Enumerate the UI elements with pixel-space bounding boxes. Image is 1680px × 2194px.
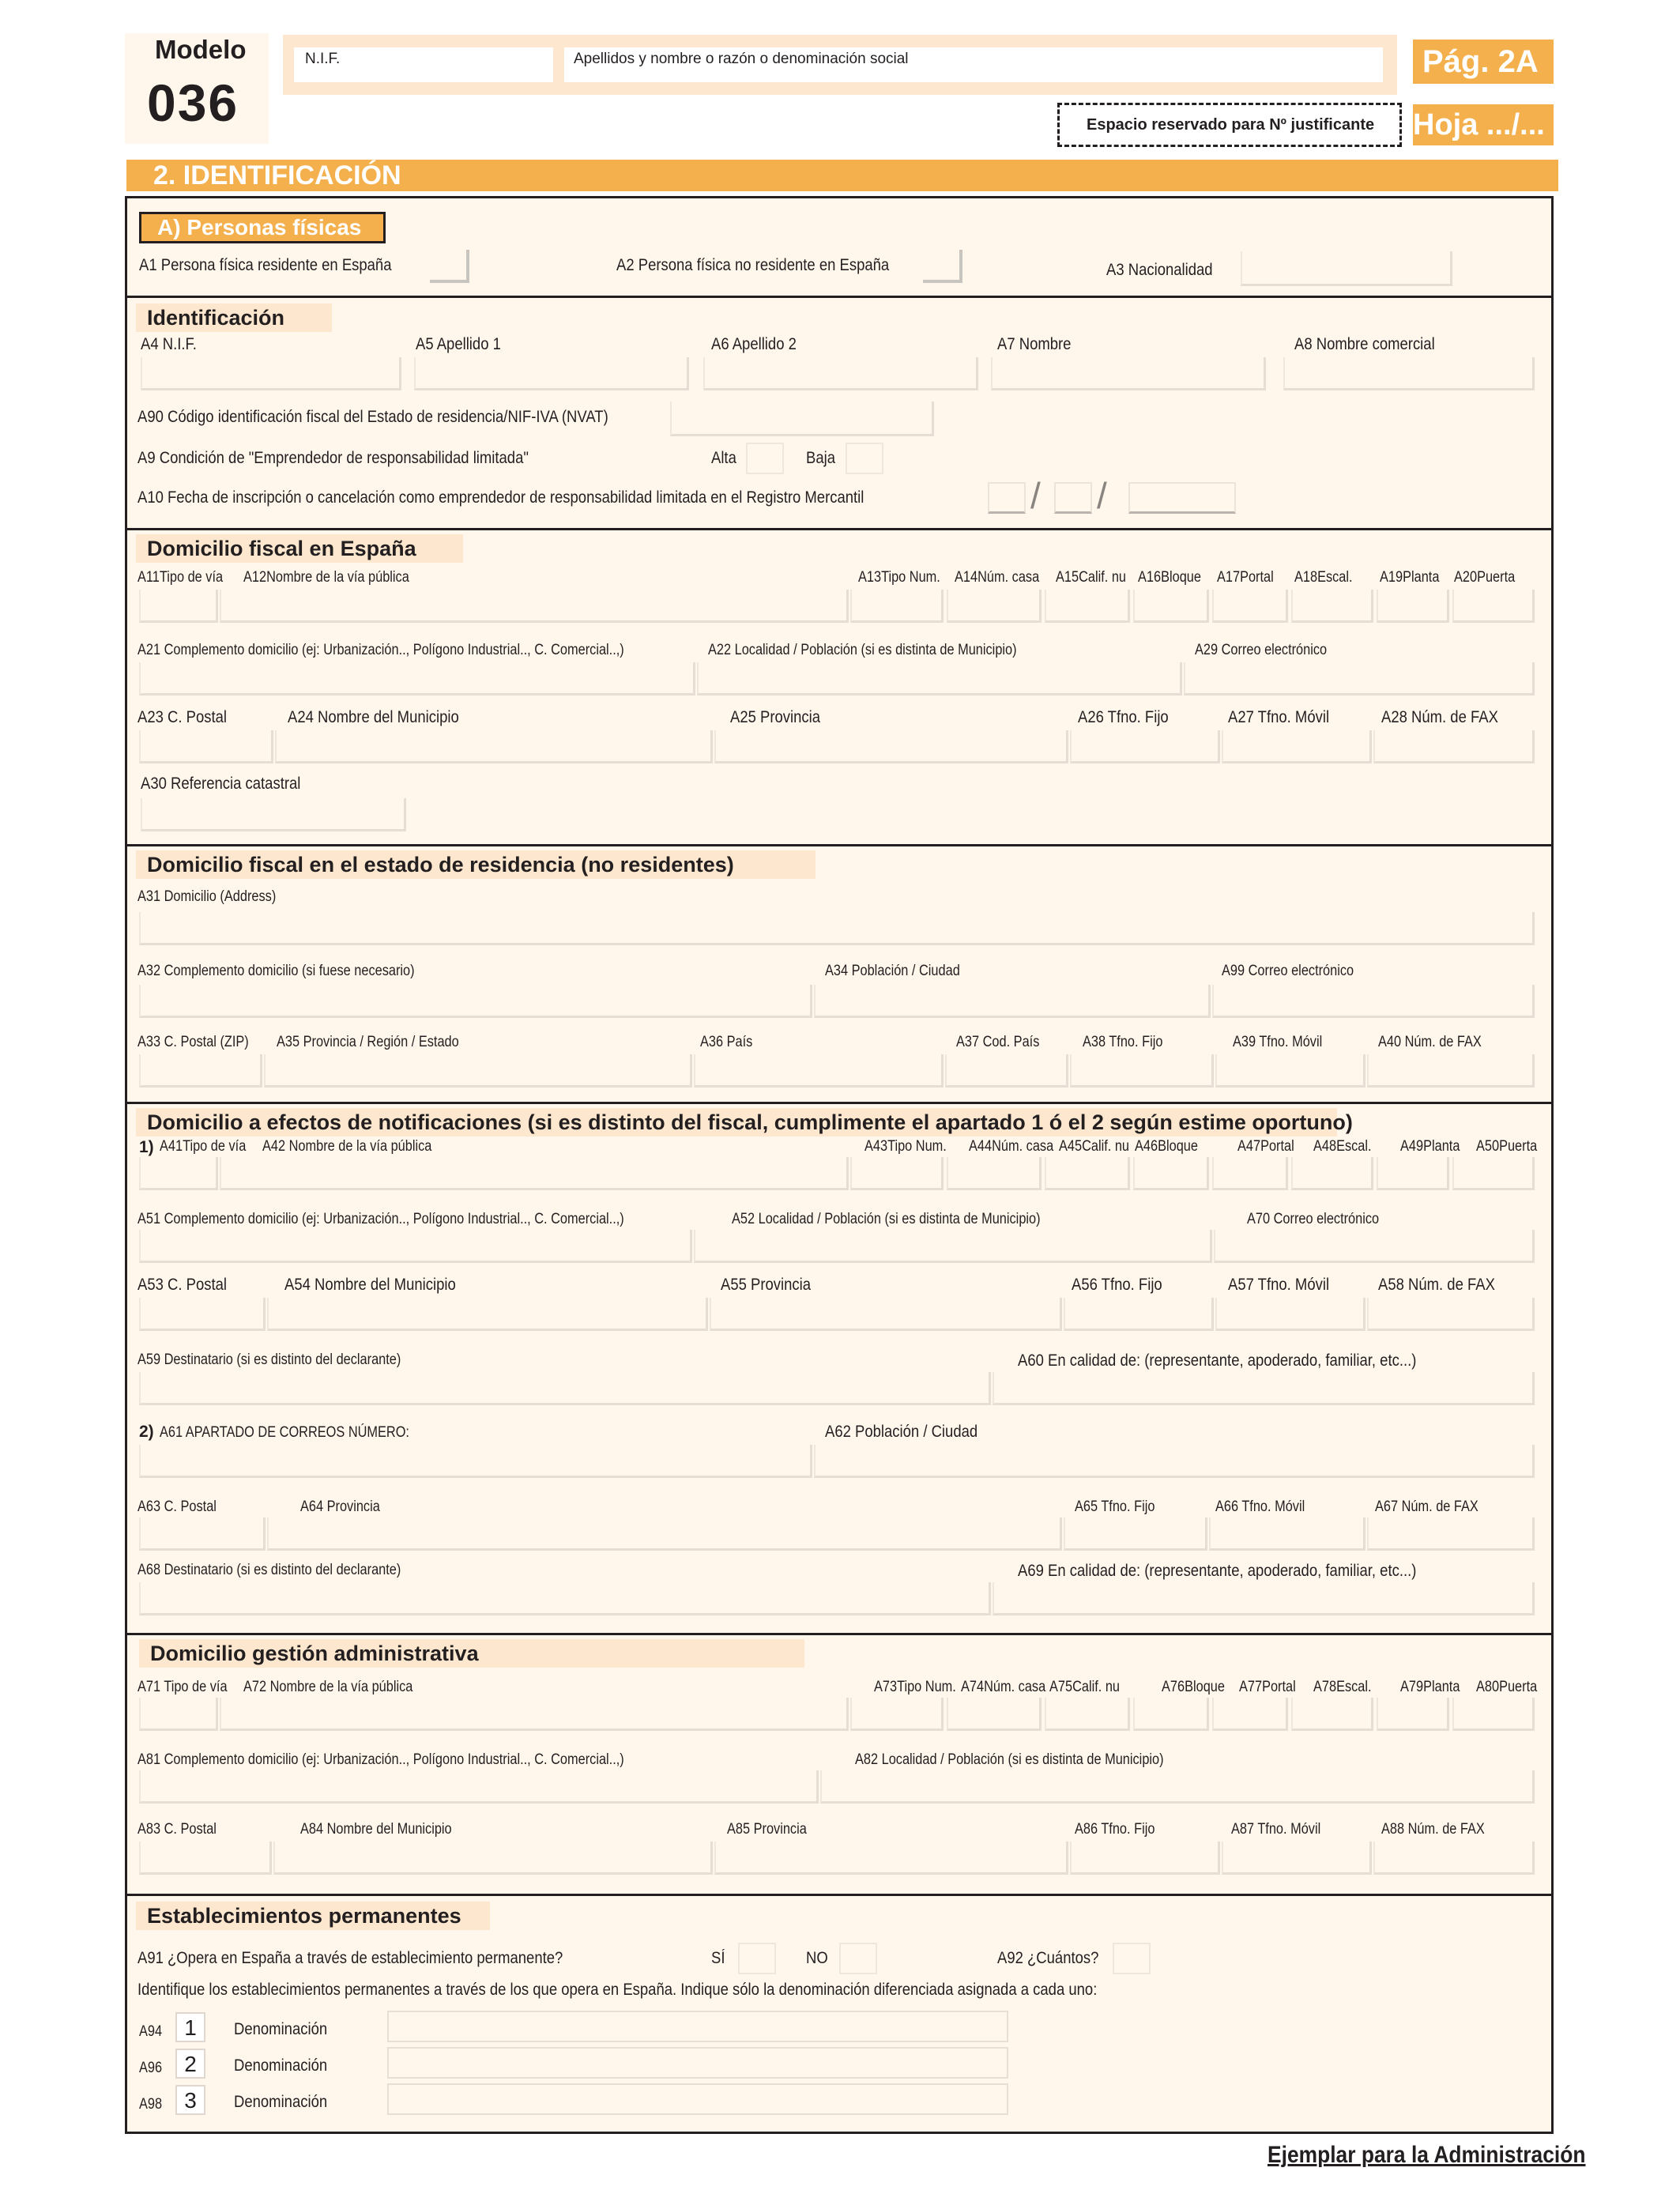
a42-input[interactable] — [220, 1157, 849, 1190]
a29-input[interactable] — [1184, 662, 1535, 696]
a8-input[interactable] — [1283, 357, 1535, 390]
a57-label: A57 Tfno. Móvil — [1228, 1276, 1330, 1294]
a28-label: A28 Núm. de FAX — [1381, 708, 1498, 726]
a75-label: A75Calif. nu — [1049, 1679, 1121, 1695]
a18-label: A18Escal. — [1294, 569, 1353, 586]
a88-label: A88 Núm. de FAX — [1381, 1821, 1485, 1838]
a82-input[interactable] — [820, 1770, 1535, 1804]
a84-input[interactable] — [273, 1842, 713, 1875]
a66-input[interactable] — [1209, 1517, 1365, 1551]
a1-checkbox[interactable] — [430, 250, 469, 283]
a16-input[interactable] — [1133, 590, 1209, 623]
a9-label: A9 Condición de "Emprendedor de responsabilidad limitada" — [137, 449, 529, 467]
a36-input[interactable] — [694, 1054, 944, 1088]
a49-input[interactable] — [1377, 1157, 1449, 1190]
a6-input[interactable] — [703, 357, 978, 390]
reservado-box — [1057, 103, 1402, 147]
a3-label: A3 Nacionalidad — [1106, 261, 1213, 279]
a45-label: A45Calif. nu — [1059, 1138, 1130, 1155]
a46-label: A46Bloque — [1135, 1138, 1198, 1155]
a23-input[interactable] — [139, 730, 273, 763]
a41-label: A41Tipo de vía — [160, 1138, 247, 1155]
a44-input[interactable] — [947, 1157, 1042, 1190]
a90-input[interactable] — [670, 401, 934, 436]
a37-label: A37 Cod. País — [956, 1034, 1040, 1050]
a24-label: A24 Nombre del Municipio — [288, 708, 459, 726]
a48-label: A48Escal. — [1313, 1138, 1372, 1155]
a10-day-input[interactable] — [988, 482, 1026, 514]
a10-year-input[interactable] — [1128, 482, 1236, 514]
a24-input[interactable] — [275, 730, 713, 763]
a8-label: A8 Nombre comercial — [1294, 335, 1435, 353]
a77-label: A77Portal — [1239, 1679, 1296, 1695]
a85-label: A85 Provincia — [727, 1821, 807, 1838]
a80-label: A80Puerta — [1476, 1679, 1538, 1695]
a75-input[interactable] — [1045, 1698, 1130, 1731]
nif-field[interactable] — [294, 47, 553, 82]
a16-label: A16Bloque — [1138, 569, 1201, 586]
a23-label: A23 C. Postal — [137, 708, 227, 726]
a90-label: A90 Código identificación fiscal del Estado de residencia/NIF-IVA (NVAT) — [137, 408, 608, 426]
a17-input[interactable] — [1212, 590, 1288, 623]
a21-label: A21 Complemento domicilio (ej: Urbanización.., Polígono Industrial.., C. Comercial..,) — [137, 642, 624, 658]
a3-input[interactable] — [1241, 251, 1452, 286]
a79-label: A79Planta — [1400, 1679, 1460, 1695]
a94-label: Denominación — [234, 2020, 328, 2038]
si-checkbox[interactable] — [738, 1943, 776, 1974]
a20-label: A20Puerta — [1454, 569, 1516, 586]
a7-input[interactable] — [991, 357, 1266, 390]
a33-label: A33 C. Postal (ZIP) — [137, 1034, 249, 1050]
a72-input[interactable] — [220, 1698, 849, 1731]
a25-label: A25 Provincia — [730, 708, 821, 726]
alta-label: Alta — [711, 449, 736, 467]
a96-code: A96 — [139, 2060, 163, 2076]
a10-label: A10 Fecha de inscripción o cancelación como emprendedor de responsabilidad limitada en el Registro Mercantil — [137, 488, 864, 507]
a70-label: A70 Correo electrónico — [1247, 1211, 1380, 1227]
divider — [126, 1102, 1554, 1104]
a1-label: A1 Persona física residente en España — [139, 256, 392, 274]
section-title: 2. IDENTIFICACIÓN — [153, 160, 401, 190]
a81-input[interactable] — [139, 1770, 819, 1804]
a45-input[interactable] — [1045, 1157, 1130, 1190]
a32-input[interactable] — [139, 985, 812, 1018]
a58-label: A58 Núm. de FAX — [1378, 1276, 1495, 1294]
a4-label: A4 N.I.F. — [141, 335, 197, 353]
a99-input[interactable] — [1212, 985, 1535, 1018]
a21-input[interactable] — [139, 662, 695, 696]
a49-label: A49Planta — [1400, 1138, 1460, 1155]
a30-input[interactable] — [141, 798, 406, 831]
a46-input[interactable] — [1133, 1157, 1209, 1190]
a20-input[interactable] — [1452, 590, 1535, 623]
a6-label: A6 Apellido 2 — [711, 335, 797, 353]
a19-label: A19Planta — [1380, 569, 1440, 586]
a80-input[interactable] — [1452, 1698, 1535, 1731]
a5-input[interactable] — [414, 357, 689, 390]
a72-label: A72 Nombre de la vía pública — [243, 1679, 413, 1695]
a65-label: A65 Tfno. Fijo — [1075, 1498, 1155, 1515]
divider — [126, 844, 1554, 846]
si-label: SÍ — [711, 1949, 725, 1967]
a47-input[interactable] — [1212, 1157, 1288, 1190]
row-number-1: 1 — [175, 2012, 205, 2042]
a47-label: A47Portal — [1237, 1138, 1294, 1155]
a4-input[interactable] — [141, 357, 401, 390]
a5-label: A5 Apellido 1 — [416, 335, 501, 353]
date-slash: / — [1030, 475, 1041, 516]
a50-label: A50Puerta — [1476, 1138, 1538, 1155]
gestion-title: Domicilio gestión administrativa — [139, 1639, 804, 1668]
a38-input[interactable] — [1070, 1054, 1214, 1088]
a17-label: A17Portal — [1217, 569, 1274, 586]
a13-input[interactable] — [850, 590, 944, 623]
modelo-label: Modelo — [155, 35, 247, 64]
a73-label: A73Tipo Num. — [874, 1679, 956, 1695]
a60-input[interactable] — [993, 1372, 1535, 1405]
a77-input[interactable] — [1212, 1698, 1288, 1731]
a56-input[interactable] — [1064, 1298, 1214, 1331]
a39-input[interactable] — [1215, 1054, 1365, 1088]
divider — [126, 528, 1554, 530]
footer-label: Ejemplar para la Administración — [1268, 2142, 1586, 2168]
a66-label: A66 Tfno. Móvil — [1215, 1498, 1305, 1515]
a98-input[interactable] — [387, 2083, 1008, 2115]
a63-label: A63 C. Postal — [137, 1498, 217, 1515]
a54-label: A54 Nombre del Municipio — [284, 1276, 456, 1294]
a87-input[interactable] — [1222, 1842, 1372, 1875]
a94-input[interactable] — [387, 2011, 1008, 2042]
a51-label: A51 Complemento domicilio (ej: Urbanización.., Polígono Industrial.., C. Comercial..,) — [137, 1211, 624, 1227]
a31-input[interactable] — [139, 912, 1535, 945]
a98-label: Denominación — [234, 2093, 328, 2111]
a33-input[interactable] — [139, 1054, 262, 1088]
a58-input[interactable] — [1367, 1298, 1535, 1331]
a40-label: A40 Núm. de FAX — [1378, 1034, 1482, 1050]
identificacion-title: Identificación — [136, 303, 332, 332]
a29-label: A29 Correo electrónico — [1195, 642, 1328, 658]
a82-label: A82 Localidad / Población (si es distinta de Municipio) — [855, 1751, 1164, 1768]
a43-label: A43Tipo Num. — [864, 1138, 947, 1155]
baja-checkbox[interactable] — [846, 443, 883, 474]
row-number-2: 2 — [175, 2049, 205, 2079]
a31-label: A31 Domicilio (Address) — [137, 888, 277, 905]
a81-label: A81 Complemento domicilio (ej: Urbanización.., Polígono Industrial.., C. Comercial..,) — [137, 1751, 624, 1768]
a73-input[interactable] — [850, 1698, 944, 1731]
a15-input[interactable] — [1045, 590, 1130, 623]
no-checkbox[interactable] — [839, 1943, 877, 1974]
a92-input[interactable] — [1113, 1943, 1151, 1974]
a15-label: A15Calif. nu — [1056, 569, 1127, 586]
a43-input[interactable] — [850, 1157, 944, 1190]
establecimientos-title: Establecimientos permanentes — [136, 1902, 490, 1930]
a2-checkbox[interactable] — [923, 250, 962, 283]
establecimientos-instructions: Identifique los establecimientos permanentes a través de los que opera en España. Indique sólo la denominación diferenciada asignada a cada uno: — [137, 1981, 1098, 1999]
a65-input[interactable] — [1064, 1517, 1207, 1551]
a56-label: A56 Tfno. Fijo — [1072, 1276, 1162, 1294]
no-label: NO — [806, 1949, 828, 1967]
a32-label: A32 Complemento domicilio (si fuese necesario) — [137, 963, 415, 979]
a64-label: A64 Provincia — [300, 1498, 380, 1515]
a96-label: Denominación — [234, 2056, 328, 2075]
a91-label: A91 ¿Opera en España a través de establecimiento permanente? — [137, 1949, 563, 1967]
a22-label: A22 Localidad / Población (si es distinta de Municipio) — [708, 642, 1017, 658]
a74-input[interactable] — [947, 1698, 1042, 1731]
a76-input[interactable] — [1133, 1698, 1209, 1731]
a78-label: A78Escal. — [1313, 1679, 1372, 1695]
a30-label: A30 Referencia catastral — [141, 775, 301, 793]
a62-input[interactable] — [814, 1445, 1535, 1478]
a99-label: A99 Correo electrónico — [1222, 963, 1354, 979]
nif-label: N.I.F. — [305, 51, 341, 67]
alta-checkbox[interactable] — [746, 443, 784, 474]
a67-input[interactable] — [1367, 1517, 1535, 1551]
date-slash: / — [1097, 475, 1107, 516]
a39-label: A39 Tfno. Móvil — [1233, 1034, 1323, 1050]
a11-input[interactable] — [139, 590, 218, 623]
a19-input[interactable] — [1377, 590, 1449, 623]
a84-label: A84 Nombre del Municipio — [300, 1821, 452, 1838]
a12-label: A12Nombre de la vía pública — [243, 569, 409, 586]
a27-input[interactable] — [1222, 730, 1372, 763]
a79-input[interactable] — [1377, 1698, 1449, 1731]
a61-input[interactable] — [139, 1445, 812, 1478]
a87-label: A87 Tfno. Móvil — [1231, 1821, 1321, 1838]
domicilio-fiscal-title: Domicilio fiscal en España — [136, 534, 463, 563]
a63-input[interactable] — [139, 1517, 266, 1551]
a88-input[interactable] — [1373, 1842, 1535, 1875]
a14-input[interactable] — [947, 590, 1042, 623]
a98-code: A98 — [139, 2096, 163, 2113]
a44-label: A44Núm. casa — [969, 1138, 1054, 1155]
a52-input[interactable] — [694, 1230, 1212, 1263]
a48-input[interactable] — [1291, 1157, 1373, 1190]
a68-label: A68 Destinatario (si es distinto del declarante) — [137, 1562, 401, 1578]
a13-label: A13Tipo Num. — [858, 569, 940, 586]
a71-label: A71 Tipo de vía — [137, 1679, 228, 1695]
a28-input[interactable] — [1373, 730, 1535, 763]
apartado-2-marker: 2) — [139, 1423, 154, 1441]
apellidos-label: Apellidos y nombre o razón o denominación social — [574, 51, 909, 67]
a53-label: A53 C. Postal — [137, 1276, 227, 1294]
a62-label: A62 Población / Ciudad — [825, 1423, 978, 1441]
a86-input[interactable] — [1070, 1842, 1220, 1875]
a83-label: A83 C. Postal — [137, 1821, 217, 1838]
a42-label: A42 Nombre de la vía pública — [262, 1138, 432, 1155]
a26-label: A26 Tfno. Fijo — [1078, 708, 1169, 726]
a51-input[interactable] — [139, 1230, 692, 1263]
divider — [126, 296, 1554, 298]
a78-input[interactable] — [1291, 1698, 1373, 1731]
a52-label: A52 Localidad / Población (si es distinta de Municipio) — [732, 1211, 1041, 1227]
a41-input[interactable] — [139, 1157, 218, 1190]
divider — [126, 1894, 1554, 1896]
a25-input[interactable] — [714, 730, 1068, 763]
a27-label: A27 Tfno. Móvil — [1228, 708, 1330, 726]
a50-input[interactable] — [1452, 1157, 1535, 1190]
apellidos-field[interactable] — [564, 47, 1383, 82]
a38-label: A38 Tfno. Fijo — [1083, 1034, 1163, 1050]
a53-input[interactable] — [139, 1298, 266, 1331]
a60-label: A60 En calidad de: (representante, apoderado, familiar, etc...) — [1018, 1351, 1417, 1370]
a35-input[interactable] — [264, 1054, 692, 1088]
a55-label: A55 Provincia — [721, 1276, 812, 1294]
a18-input[interactable] — [1291, 590, 1373, 623]
a59-input[interactable] — [139, 1372, 991, 1405]
pag-badge: Pág. 2A — [1413, 40, 1554, 84]
a55-input[interactable] — [710, 1298, 1062, 1331]
notificaciones-title: Domicilio a efectos de notificaciones (si es distinto del fiscal, cumplimente el apartado 1 ó el 2 según estime oportuno) — [136, 1108, 1337, 1137]
a67-label: A67 Núm. de FAX — [1375, 1498, 1478, 1515]
a85-input[interactable] — [714, 1842, 1068, 1875]
a61-label: A61 APARTADO DE CORREOS NÚMERO: — [160, 1424, 409, 1441]
a37-input[interactable] — [945, 1054, 1068, 1088]
a35-label: A35 Provincia / Región / Estado — [277, 1034, 459, 1050]
a14-label: A14Núm. casa — [955, 569, 1040, 586]
divider — [126, 1633, 1554, 1635]
a71-input[interactable] — [139, 1698, 218, 1731]
a2-label: A2 Persona física no residente en España — [616, 256, 890, 274]
a86-label: A86 Tfno. Fijo — [1075, 1821, 1155, 1838]
a10-month-input[interactable] — [1054, 482, 1092, 514]
a7-label: A7 Nombre — [997, 335, 1072, 353]
a83-input[interactable] — [139, 1842, 272, 1875]
a96-input[interactable] — [387, 2047, 1008, 2079]
hoja-badge: Hoja .../... — [1413, 104, 1554, 145]
a64-input[interactable] — [267, 1517, 1062, 1551]
a74-label: A74Núm. casa — [961, 1679, 1046, 1695]
baja-label: Baja — [806, 449, 835, 467]
a59-label: A59 Destinatario (si es distinto del declarante) — [137, 1351, 401, 1368]
row-number-3: 3 — [175, 2085, 205, 2115]
a70-input[interactable] — [1214, 1230, 1535, 1263]
a68-input[interactable] — [139, 1582, 991, 1615]
reservado-label: Espacio reservado para Nº justificante — [1087, 116, 1375, 134]
modelo-number: 036 — [147, 74, 239, 132]
personas-title: A) Personas físicas — [139, 212, 386, 243]
a92-label: A92 ¿Cuántos? — [997, 1949, 1099, 1967]
a22-input[interactable] — [697, 662, 1182, 696]
a12-input[interactable] — [220, 590, 849, 623]
a40-input[interactable] — [1367, 1054, 1535, 1088]
a57-input[interactable] — [1215, 1298, 1365, 1331]
apartado-1-marker: 1) — [139, 1138, 154, 1156]
a36-label: A36 País — [700, 1034, 753, 1050]
a94-code: A94 — [139, 2023, 163, 2040]
a11-label: A11Tipo de vía — [137, 569, 224, 586]
a54-input[interactable] — [267, 1298, 708, 1331]
a69-label: A69 En calidad de: (representante, apoderado, familiar, etc...) — [1018, 1562, 1417, 1580]
a34-input[interactable] — [814, 985, 1211, 1018]
a34-label: A34 Población / Ciudad — [825, 963, 960, 979]
a69-input[interactable] — [993, 1582, 1535, 1615]
a26-input[interactable] — [1070, 730, 1220, 763]
a76-label: A76Bloque — [1162, 1679, 1225, 1695]
domicilio-residencia-title: Domicilio fiscal en el estado de residencia (no residentes) — [136, 850, 816, 879]
